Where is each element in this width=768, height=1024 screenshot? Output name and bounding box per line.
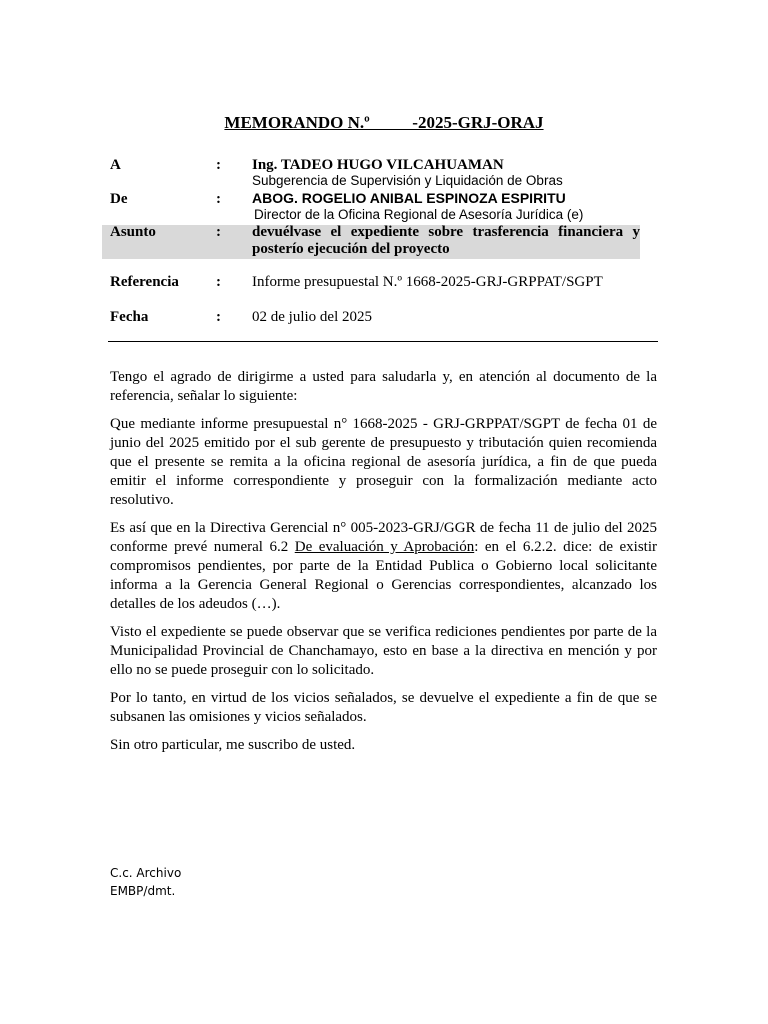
reference-value: Informe presupuestal N.º 1668-2025-GRJ-GRPPAT/SGPT: [252, 274, 603, 290]
date-label: Fecha: [110, 309, 149, 325]
subject-value: devuélvase el expediente sobre trasferencia financiera y posterío ejecución del proyecto: [252, 224, 640, 257]
date-colon: :: [216, 309, 221, 325]
body-paragraph-6: Sin otro particular, me suscribo de usted.: [110, 737, 356, 753]
subject-label: Asunto: [110, 224, 156, 240]
cc-line: C.c. Archivo: [110, 866, 182, 880]
date-value: 02 de julio del 2025: [252, 309, 372, 325]
memo-body: [110, 368, 657, 764]
body-paragraph-3: [110, 519, 657, 614]
to-name: Ing. TADEO HUGO VILCAHUAMAN: [252, 157, 504, 173]
from-name: ABOG. ROGELIO ANIBAL ESPINOZA ESPIRITU: [252, 190, 566, 206]
body-paragraph-5: Por lo tanto, en virtud de los vicios señalados, se devuelve el expediente a fin de que se subsanen las omisiones y vicios señalados.: [110, 690, 657, 725]
header-divider: [108, 341, 658, 342]
reference-label: Referencia: [110, 274, 179, 290]
from-colon: :: [216, 191, 221, 207]
to-colon: :: [216, 157, 221, 173]
to-label: A: [110, 157, 121, 173]
memo-title: MEMORANDO N.º -2025-GRJ-ORAJ: [224, 113, 544, 132]
reference-colon: :: [216, 274, 221, 290]
directive-section-title: De evaluación y Aprobación: [294, 539, 475, 555]
body-paragraph-1: Tengo el agrado de dirigirme a usted para saludarla y, en atención al documento de la referencia, señalar lo siguiente:: [110, 369, 657, 404]
to-role: Subgerencia de Supervisión y Liquidación de Obras: [252, 173, 563, 188]
subject-colon: :: [216, 224, 221, 240]
body-paragraph-2: Que mediante informe presupuestal n° 1668-2025 - GRJ-GRPPAT/SGPT de fecha 01 de junio del 2025 emitido por el sub gerente de presupuesto y tributación quien recomienda que el presente se remita a la oficina regional de asesoría jurídica, a fin de que pueda emitir el informe correspondiente y proseguir con la formalización mediante acto resolutivo.: [110, 416, 657, 508]
paragraph-3-rest: : en el 6.2.2. dice: de existir compromisos pendientes, por parte de la Entidad Publica o Gobierno local solicitante informa a la Gerencia General Regional o Gerencias correspondientes, alcanzado los detalles de los adeudos (…).: [110, 539, 657, 612]
paragraph-3-intro: Es así que en la Directiva Gerencial n° 005-2023-GRJ/GGR de fecha 11 de julio del 2025 conforme prevé numeral 6.2: [110, 520, 657, 555]
from-label: De: [110, 191, 128, 207]
initials-line: EMBP/dmt.: [110, 884, 176, 898]
from-role: Director de la Oficina Regional de Asesoría Jurídica (e): [254, 207, 584, 222]
body-paragraph-4: Visto el expediente se puede observar que se verifica rediciones pendientes por parte de la Municipalidad Provincial de Chanchamayo, esto en base a la directiva en mención y por ello no se puede proseguir con lo solicitado.: [110, 624, 657, 678]
memo-footer: [110, 864, 181, 900]
